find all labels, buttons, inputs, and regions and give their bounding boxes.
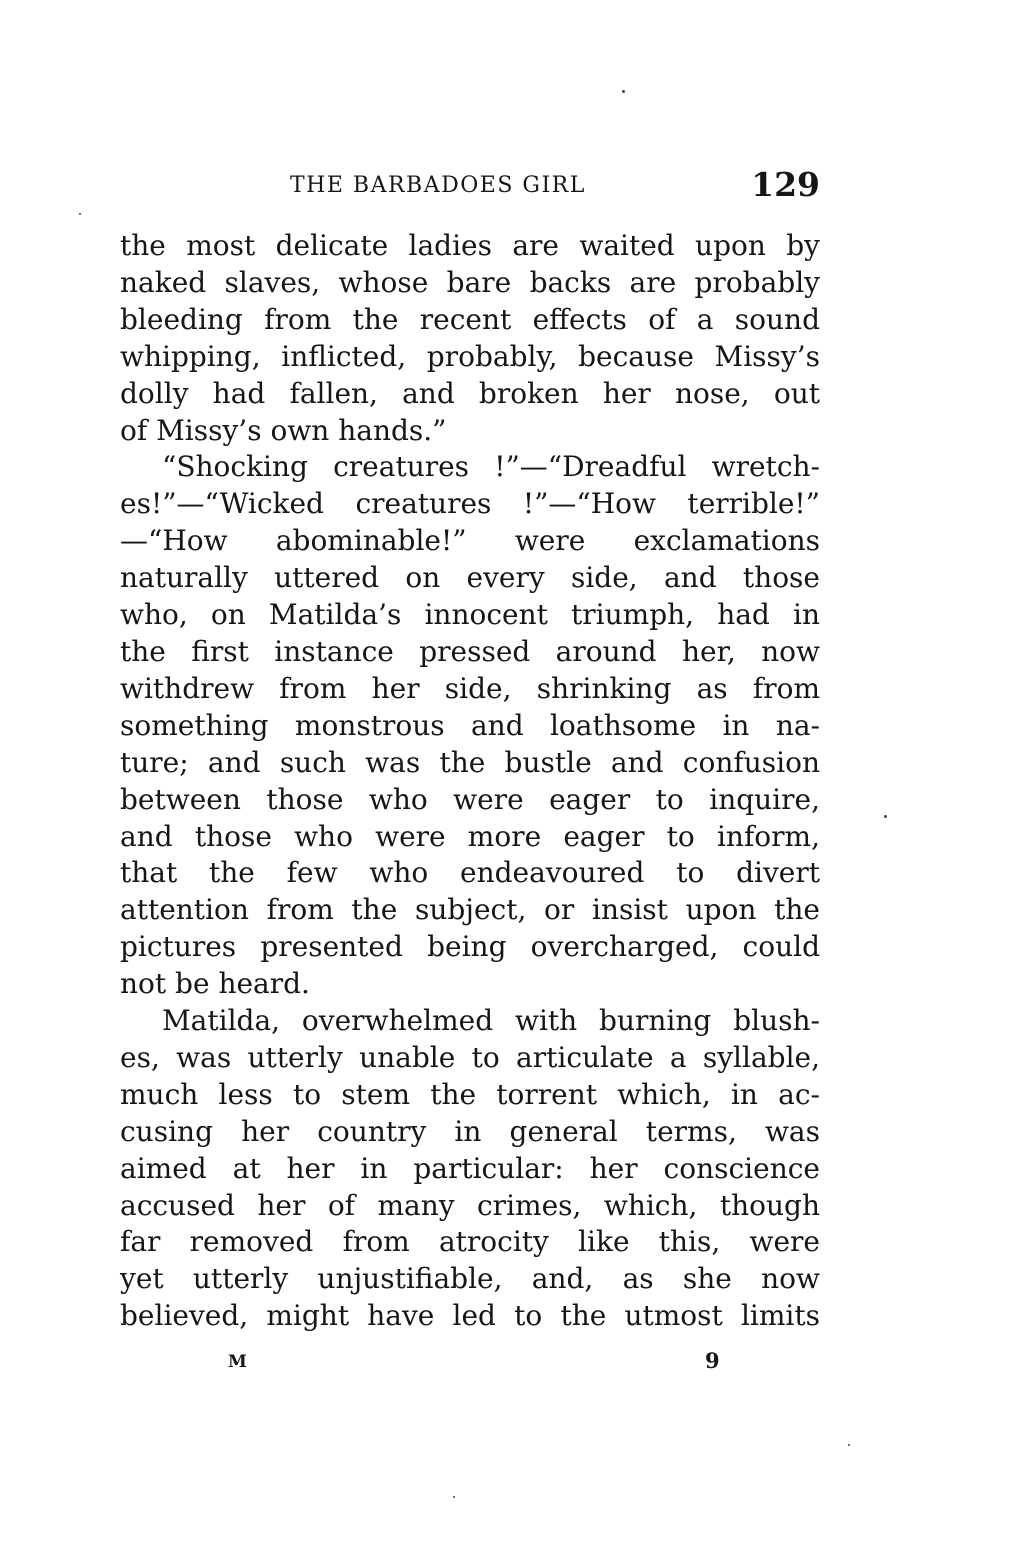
print-speck bbox=[884, 815, 887, 818]
text-line: naked slaves, whose bare backs are probably bbox=[120, 265, 820, 299]
text-line: Matilda, overwhelmed with burning blush- bbox=[162, 1004, 820, 1038]
body-text bbox=[120, 228, 820, 1335]
sheet-number: 9 bbox=[705, 1348, 720, 1373]
page-footer bbox=[120, 1348, 820, 1378]
text-line: “Shocking creatures !”—“Dreadful wretch- bbox=[162, 450, 820, 484]
text-line: the most delicate ladies are waited upon by bbox=[120, 229, 820, 262]
text-line: and those who were more eager to inform, bbox=[120, 819, 820, 853]
text-line: naturally uttered on every side, and those bbox=[120, 561, 820, 595]
text-line: something monstrous and loathsome in na- bbox=[120, 708, 820, 742]
print-speck bbox=[453, 1496, 455, 1498]
text-line: dolly had fallen, and broken her nose, out bbox=[120, 376, 820, 410]
page-header bbox=[120, 165, 820, 210]
paragraph bbox=[120, 1003, 820, 1335]
signature-mark: M bbox=[228, 1352, 247, 1372]
text-line: not be heard. bbox=[120, 967, 310, 1001]
text-line: cusing her country in general terms, was bbox=[120, 1114, 820, 1148]
text-line: yet utterly unjustifiable, and, as she now bbox=[120, 1262, 820, 1296]
running-title: THE BARBADOES GIRL bbox=[290, 173, 586, 198]
text-line: the first instance pressed around her, now bbox=[120, 634, 820, 668]
text-line: pictures presented being overcharged, could bbox=[120, 930, 820, 964]
text-line: much less to stem the torrent which, in ac- bbox=[120, 1077, 820, 1111]
text-line: es!”—“Wicked creatures !”—“How terrible!” bbox=[120, 487, 820, 521]
text-line: of Missy’s own hands.” bbox=[120, 413, 447, 447]
print-speck bbox=[848, 1444, 850, 1446]
print-speck bbox=[79, 213, 81, 215]
text-line: attention from the subject, or insist upon the bbox=[120, 893, 820, 927]
text-line: es, was utterly unable to articulate a syllable, bbox=[120, 1040, 820, 1074]
text-line: far removed from atrocity like this, were bbox=[120, 1225, 820, 1259]
paragraph bbox=[120, 449, 820, 1003]
text-line: whipping, inflicted, probably, because Missy’s bbox=[120, 339, 820, 373]
text-line: that the few who endeavoured to divert bbox=[120, 856, 820, 890]
text-line: who, on Matilda’s innocent triumph, had in bbox=[120, 598, 820, 632]
print-speck bbox=[622, 90, 625, 93]
text-line: aimed at her in particular: her conscience bbox=[120, 1151, 820, 1185]
text-line: withdrew from her side, shrinking as from bbox=[120, 671, 820, 705]
text-line: believed, might have led to the utmost limits bbox=[120, 1299, 820, 1333]
text-line: accused her of many crimes, which, though bbox=[120, 1188, 820, 1222]
text-line: between those who were eager to inquire, bbox=[120, 782, 820, 816]
page-number: 129 bbox=[751, 165, 820, 204]
paragraph bbox=[120, 228, 820, 449]
text-line: —“How abominable!” were exclamations bbox=[120, 524, 820, 558]
text-line: ture; and such was the bustle and confusion bbox=[120, 745, 820, 779]
text-line: bleeding from the recent effects of a sound bbox=[120, 302, 820, 336]
